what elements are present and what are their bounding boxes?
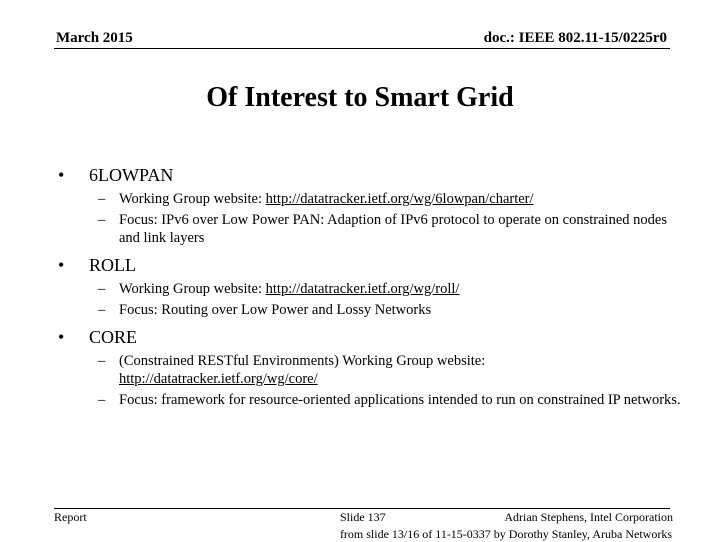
sub-bullet-dash: – bbox=[98, 212, 106, 228]
bullet-core bbox=[58, 325, 683, 349]
sub-bullet-text: Working Group website: bbox=[119, 191, 266, 207]
sub-bullet bbox=[58, 391, 683, 409]
bullet-marker: • bbox=[58, 255, 65, 275]
sub-bullet-dash: – bbox=[98, 353, 106, 369]
sub-bullet-text: Focus: framework for resource-oriented applications intended to run on constrained IP networks. bbox=[119, 392, 681, 408]
footer-author: Adrian Stephens, Intel Corporation bbox=[504, 510, 673, 524]
working-group-link[interactable]: http://datatracker.ietf.org/wg/roll/ bbox=[265, 281, 460, 297]
sub-bullet bbox=[58, 280, 683, 298]
sub-bullet bbox=[58, 301, 683, 319]
footer-left: Report bbox=[54, 510, 87, 524]
sub-bullet bbox=[58, 211, 683, 247]
sub-bullet-list bbox=[58, 190, 683, 247]
sub-bullet-list bbox=[58, 352, 683, 409]
bullet-marker: • bbox=[58, 327, 65, 347]
sub-bullet-text: Focus: Routing over Low Power and Lossy Networks bbox=[119, 302, 432, 318]
slide-title: Of Interest to Smart Grid bbox=[206, 82, 514, 113]
footer-rule bbox=[54, 508, 670, 509]
sub-bullet-list bbox=[58, 280, 683, 319]
sub-bullet-dash: – bbox=[98, 302, 106, 318]
slide-content bbox=[58, 163, 683, 415]
sub-bullet-text: Working Group website: bbox=[119, 281, 266, 297]
footer-slide-number: Slide 137 bbox=[340, 510, 386, 524]
sub-bullet-dash: – bbox=[98, 281, 106, 297]
header-rule bbox=[54, 48, 670, 49]
sub-bullet-dash: – bbox=[98, 191, 106, 207]
working-group-link[interactable]: http://datatracker.ietf.org/wg/6lowpan/charter/ bbox=[265, 191, 534, 207]
sub-bullet bbox=[58, 190, 683, 208]
footer-source: from slide 13/16 of 11-15-0337 by Dorothy Stanley, Aruba Networks bbox=[339, 527, 672, 541]
working-group-link[interactable]: http://datatracker.ietf.org/wg/core/ bbox=[119, 371, 318, 387]
header-doc-id: doc.: IEEE 802.11-15/0225r0 bbox=[483, 30, 667, 46]
bullet-6lowpan bbox=[58, 163, 683, 187]
sub-bullet-text: Focus: IPv6 over Low Power PAN: Adaption of IPv6 protocol to operate on constrained nodes and link layers bbox=[119, 212, 667, 246]
bullet-roll bbox=[58, 253, 683, 277]
sub-bullet-dash: – bbox=[98, 392, 106, 408]
bullet-label: 6LOWPAN bbox=[89, 165, 174, 185]
sub-bullet bbox=[58, 352, 683, 388]
header-date: March 2015 bbox=[56, 30, 133, 46]
sub-bullet-text: (Constrained RESTful Environments) Working Group website: bbox=[119, 353, 486, 369]
bullet-label: CORE bbox=[89, 327, 138, 347]
bullet-marker: • bbox=[58, 165, 65, 185]
bullet-label: ROLL bbox=[89, 255, 136, 275]
